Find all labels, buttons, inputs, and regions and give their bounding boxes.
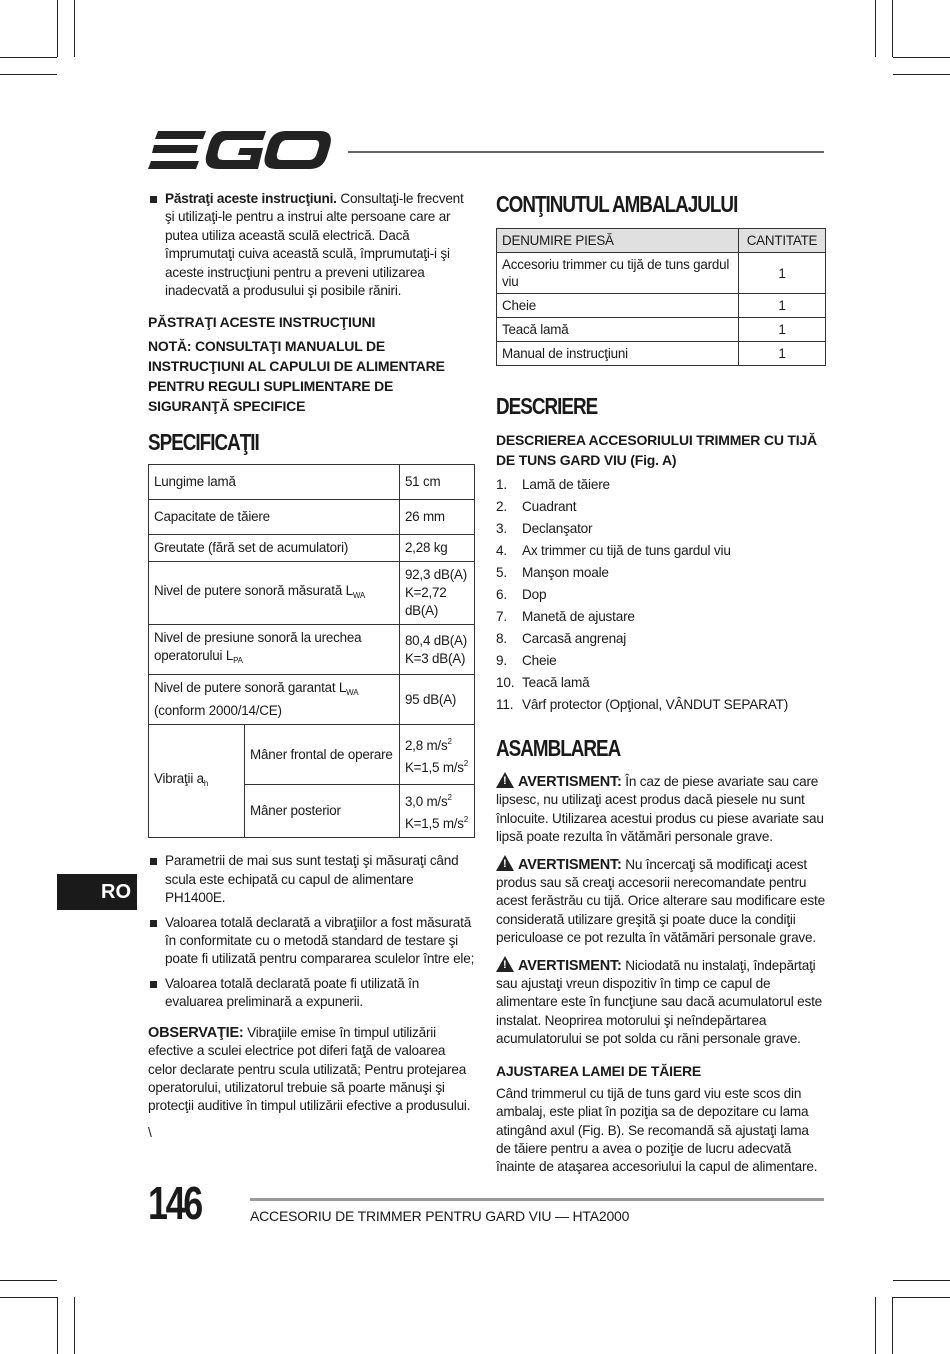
assembly-title: ASAMBLAREA bbox=[496, 735, 621, 761]
table-cell: Cheie bbox=[497, 294, 739, 318]
table-row bbox=[497, 318, 826, 342]
table-row bbox=[497, 253, 826, 294]
table-row bbox=[149, 625, 475, 675]
crop-mark bbox=[57, 1297, 58, 1354]
table-cell: Accesoriu trimmer cu tijă de tuns gardul viu bbox=[497, 253, 739, 294]
list-item: 7. Manetă de ajustare bbox=[496, 609, 635, 624]
table-row bbox=[149, 465, 475, 500]
package-contents-table bbox=[496, 228, 826, 366]
table-cell: 1 bbox=[739, 294, 826, 318]
crop-mark bbox=[893, 1297, 950, 1298]
ego-logo bbox=[148, 130, 332, 172]
table-cell: 1 bbox=[739, 318, 826, 342]
list-item: 11. Vârf protector (Opţional, VÂNDUT SEPARAT) bbox=[496, 697, 789, 712]
table-row bbox=[149, 725, 475, 785]
list-item: 3. Declanşator bbox=[496, 521, 593, 536]
crop-mark bbox=[0, 1280, 57, 1281]
crop-mark bbox=[893, 74, 950, 75]
list-item: Păstraţi aceste instrucţiuni. Consultaţi-le frecvent şi utilizaţi-le pentru a instrui alte persoane care ar putea utiliza această sculă electrică. Dacă împrumutaţi cuiva această sculă, împrumutaţi-i şi aceste instrucţiuni pentru a preveni utilizarea inadecvată a produsului şi posibile răniri. bbox=[148, 190, 476, 300]
list-item: 2. Cuadrant bbox=[496, 499, 577, 514]
list-item: 1. Lamă de tăiere bbox=[496, 477, 610, 492]
table-cell: Greutate (fără set de acumulatori) bbox=[149, 535, 400, 562]
footer-rule bbox=[250, 1198, 824, 1201]
crop-mark bbox=[892, 1297, 893, 1354]
crop-mark bbox=[875, 1297, 876, 1354]
table-cell: Nivel de putere sonoră garantat $L_{WA}$ (conform 2000/14/CE) bbox=[149, 675, 400, 725]
warning-icon bbox=[496, 855, 514, 871]
table-cell: Mâner frontal de operare bbox=[245, 725, 400, 785]
adjust-blade-heading: AJUSTAREA LAMEI DE TĂIERE bbox=[496, 1062, 702, 1079]
language-tab: RO bbox=[57, 874, 137, 910]
table-cell: Vibraţii $a_h$ bbox=[149, 725, 245, 838]
warning-icon bbox=[496, 772, 514, 788]
table-cell: Mâner posterior bbox=[245, 785, 400, 838]
crop-mark bbox=[892, 0, 893, 57]
table-row bbox=[497, 342, 826, 366]
right-column bbox=[496, 190, 826, 1177]
table-cell: Nivel de putere sonoră măsurată $L_{WA}$ bbox=[149, 562, 400, 625]
warning-icon bbox=[496, 956, 514, 972]
crop-mark bbox=[0, 1297, 57, 1298]
table-cell: 3,0 $m/s^2$ K=1,5 $m/s^2$ bbox=[399, 785, 474, 838]
specifications-title: SPECIFICAŢII bbox=[148, 429, 259, 456]
table-cell: 1 bbox=[739, 342, 826, 366]
package-contents-title: CONŢINUTUL AMBALAJULUI bbox=[496, 191, 738, 217]
warning-paragraph: !AVERTISMENT: Nu încercaţi să modificaţi acest produs sau să creaţi accesorii nerecomandate pentru acest ferăstrău cu tijă. Orice alterare sau modificare este considerată utilizare greşită şi poate duce la condiţii periculoase ce pot rezulta în vătămări personale grave. bbox=[496, 855, 826, 948]
list-item: 5. Manşon moale bbox=[496, 565, 609, 580]
table-cell: 2,8 $m/s^2$ K=1,5 $m/s^2$ bbox=[399, 725, 474, 785]
table-header: DENUMIRE PIESĂ bbox=[497, 229, 739, 253]
parts-list bbox=[496, 474, 826, 716]
table-row bbox=[497, 294, 826, 318]
table-header: CANTITATE bbox=[739, 229, 826, 253]
table-cell: Teacă lamă bbox=[497, 318, 739, 342]
crop-mark bbox=[893, 1280, 950, 1281]
table-cell: Nivel de presiune sonoră la urechea operatorului $L_{PA}$ bbox=[149, 625, 400, 675]
crop-mark bbox=[57, 0, 58, 57]
table-cell: 95 dB(A) bbox=[399, 675, 474, 725]
table-cell: 2,28 kg bbox=[399, 535, 474, 562]
header-rule bbox=[348, 151, 824, 153]
table-cell: 92,3 dB(A) K=2,72 dB(A) bbox=[399, 562, 474, 625]
table-header-row bbox=[497, 229, 826, 253]
specifications-table bbox=[148, 464, 475, 838]
list-item: Valoarea totală declarată a vibraţiilor a fost măsurată în conformitate cu o metodă standard de testare şi poate fi utilizată pentru compararea sculelor între ele; bbox=[148, 914, 476, 969]
list-item: 9. Cheie bbox=[496, 653, 557, 668]
list-item: 4. Ax trimmer cu tijă de tuns gardul viu bbox=[496, 543, 731, 558]
note-heading: NOTĂ: CONSULTAŢI MANUALUL DE INSTRUCŢIUNI AL CAPULUI DE ALIMENTARE PENTRU REGULI SUPLIMENTARE DE SIGURANŢĂ SPECIFICE bbox=[148, 338, 445, 415]
table-cell: Capacitate de tăiere bbox=[149, 500, 400, 535]
crop-mark bbox=[893, 57, 950, 58]
notes-list bbox=[148, 852, 476, 1011]
intro-bullet-list bbox=[148, 190, 476, 300]
table-row bbox=[149, 500, 475, 535]
crop-mark bbox=[0, 74, 57, 75]
list-item: 10. Teacă lamă bbox=[496, 675, 590, 690]
keep-instructions-heading: PĂSTRAŢI ACESTE INSTRUCŢIUNI bbox=[148, 314, 376, 331]
left-column bbox=[148, 190, 476, 1142]
list-item: Valoarea totală declarată poate fi utilizată în evaluarea preliminară a expunerii. bbox=[148, 975, 476, 1012]
table-row bbox=[149, 675, 475, 725]
description-subheading: DESCRIEREA ACCESORIULUI TRIMMER CU TIJĂ DE TUNS GARD VIU (Fig. A) bbox=[496, 432, 817, 468]
crop-mark bbox=[74, 0, 75, 57]
table-cell: 26 mm bbox=[399, 500, 474, 535]
table-cell: 80,4 dB(A) K=3 dB(A) bbox=[399, 625, 474, 675]
table-cell: 51 cm bbox=[399, 465, 474, 500]
description-title: DESCRIERE bbox=[496, 393, 598, 419]
crop-mark bbox=[74, 1297, 75, 1354]
table-cell: 1 bbox=[739, 253, 826, 294]
table-row bbox=[149, 562, 475, 625]
list-item: 8. Carcasă angrenaj bbox=[496, 631, 627, 646]
warning-paragraph: !AVERTISMENT: Niciodată nu instalaţi, îndepărtaţi sau ajustaţi vreun dispozitiv în timp ce capul de alimentare este în funcţiune sau dacă acumulatorul este instalat. Neoprirea motorului şi neîndepărtarea acumulatorului se pot solda cu răni personale grave. bbox=[496, 956, 826, 1049]
stray-mark: \ bbox=[148, 1124, 152, 1140]
table-cell: Lungime lamă bbox=[149, 465, 400, 500]
crop-mark bbox=[0, 57, 57, 58]
footer-title: ACCESORIU DE TRIMMER PENTRU GARD VIU — HTA2000 bbox=[250, 1208, 630, 1224]
list-item: Parametrii de mai sus sunt testaţi şi măsuraţi când scula este echipată cu capul de alimentare PH1400E. bbox=[148, 852, 476, 907]
table-cell: Manual de instrucţiuni bbox=[497, 342, 739, 366]
adjust-blade-paragraph: Când trimmerul cu tijă de tuns gard viu este scos din ambalaj, este pliat în poziţia sa de depozitare cu lama atingând axul (Fig. B). Se recomandă să ajustaţi lama de tăiere pentru a avea o poziţie de lucru adecvată înainte de ataşarea accesoriului la capul de alimentare. bbox=[496, 1085, 818, 1175]
list-item: 6. Dop bbox=[496, 587, 547, 602]
crop-mark bbox=[875, 0, 876, 57]
page-number: 146 bbox=[148, 1177, 201, 1229]
table-row bbox=[149, 535, 475, 562]
warning-paragraph: !AVERTISMENT: În caz de piese avariate sau care lipsesc, nu utilizaţi acest produs dacă piesele nu sunt înlocuite. Utilizarea acestui produs cu piese avariate sau lipsă poate rezulta în vătămări personale grave. bbox=[496, 772, 826, 847]
observation-paragraph: OBSERVAŢIE: Vibraţiile emise în timpul utilizării efective a sculei electrice pot diferi faţă de valoarea celor declarate pentru scula utilizată; Pentru protejarea operatorului, utilizatorul trebuie să poarte mănuşi şi protecţii auditive în timpul utilizării efective a produsului. bbox=[148, 1024, 471, 1114]
